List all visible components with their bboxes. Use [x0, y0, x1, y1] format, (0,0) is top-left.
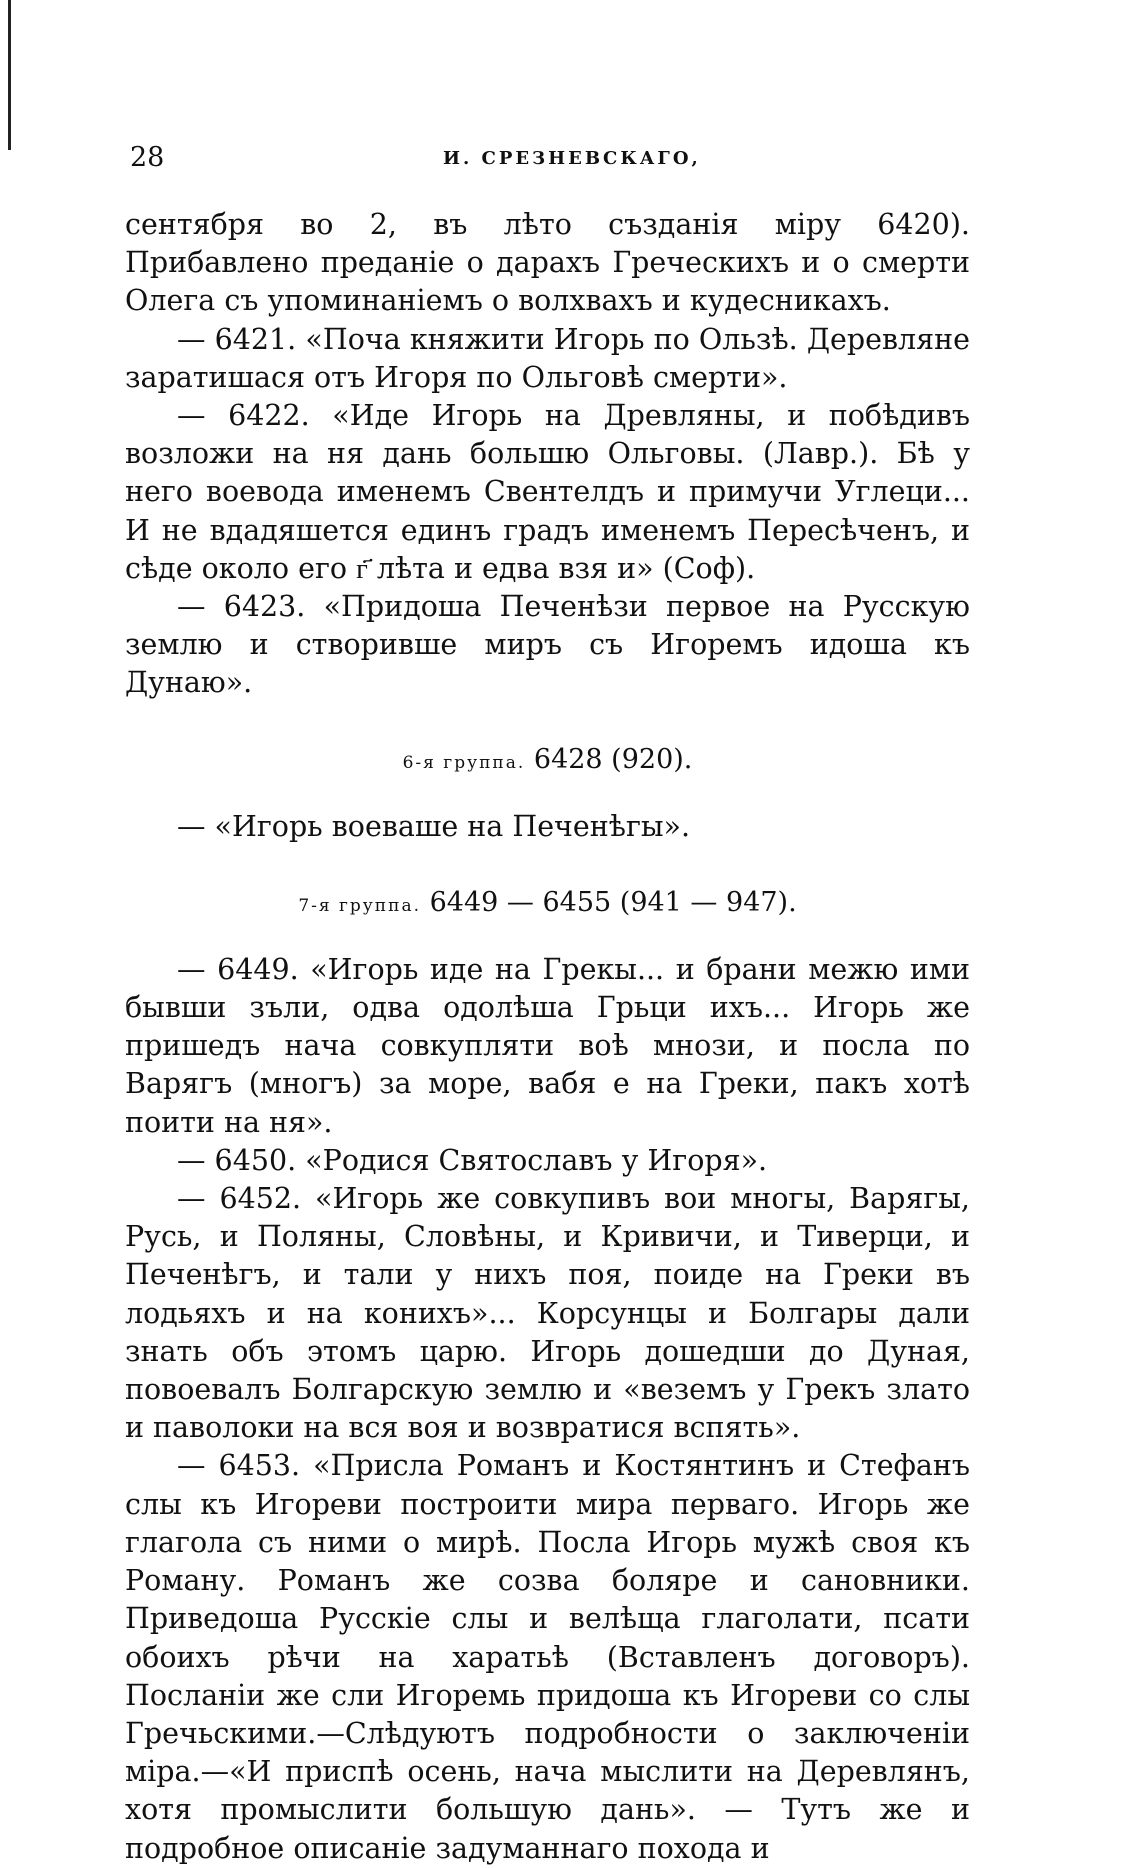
group-years: 6449 — 6455 (941 — 947).	[429, 886, 797, 918]
page-header	[130, 142, 964, 182]
page-number: 28	[130, 142, 165, 173]
paragraph: — 6421. «Поча княжити Игорь по Ользѣ. Деревляне заратишася отъ Игоря по Ольговѣ смерти».	[125, 322, 970, 394]
paragraph: — 6423. «Придоша Печенѣзи первое на Русскую землю и створивше миръ съ Игоремъ идоша къ Дунаю».	[125, 590, 970, 700]
group-label: 6-я группа.	[402, 752, 526, 773]
page-body	[125, 206, 970, 1868]
group-years: 6428 (920).	[533, 743, 693, 775]
group-label: 7-я группа.	[298, 895, 422, 916]
group-heading	[125, 741, 970, 782]
paragraph: — 6452. «Игорь же совкупивъ вои многы, Варягы, Русь, и Поляны, Словѣны, и Кривичи, и Тиверци, и Печенѣгъ, и тали у нихъ поя, поиде на Греки въ лодьяхъ и на конихъ»... Корсунцы и Болгары дали знать объ этомъ царю. Игорь дошедши до Дуная, повоевалъ Болгарскую землю и «веземъ у Грекъ злато и паволоки на вся воя и возвратися вспять».	[125, 1182, 970, 1445]
group-heading	[125, 884, 970, 925]
paragraph: — 6422. «Иде Игорь на Древляны, и побѣдивъ возложи на ня дань большю Ольговы. (Лавр.). Бѣ у него воевода именемъ Свентелдъ и примучи Углеци... И не вдадяшется единъ градъ именемъ Пересѣченъ, и сѣде около его г҃ лѣта и едва взя и» (Соф).	[125, 399, 970, 585]
paragraph: — 6450. «Родися Святославъ у Игоря».	[177, 1143, 768, 1177]
paragraph: — «Игорь воеваше на Печенѣгы».	[177, 809, 691, 843]
paragraph: — 6453. «Присла Романъ и Костянтинъ и Стефанъ слы къ Игореви построити мира перваго. Игорь же глагола съ ними о мирѣ. Посла Игорь мужѣ своя къ Роману. Романъ же созва боляре и сановники. Приведоша Русскіе слы и велѣща глаголати, псати обоихъ рѣчи на харатьѣ (Вставленъ договоръ). Посланіи же сли Игоремь придоша къ Игореви со слы Гречьскими.—Слѣдуютъ подробности о заключеніи міра.—«И приспѣ осень, нача мыслити на Деревлянъ, хотя промыслити большую дань». — Тутъ же и подробное описаніе задуманнаго похода и	[125, 1449, 970, 1865]
page-edge-rule	[8, 0, 11, 150]
paragraph: сентября во 2, въ лѣто създанія міру 6420). Прибавлено преданіе о дарахъ Греческихъ и о смерти Олега съ упоминаніемъ о волхвахъ и кудесникахъ.	[125, 208, 970, 318]
running-head: И. СРЕЗНЕВСКАГО,	[443, 148, 701, 169]
paragraph: — 6449. «Игорь иде на Грекы... и брани межю ими бывши зъли, одва одолѣша Грьци ихъ... Игорь же пришедъ нача совкупляти воѣ мнози, и посла по Варягъ (многъ) за море, вабя е на Греки, пакъ хотѣ поити на ня».	[125, 952, 970, 1139]
